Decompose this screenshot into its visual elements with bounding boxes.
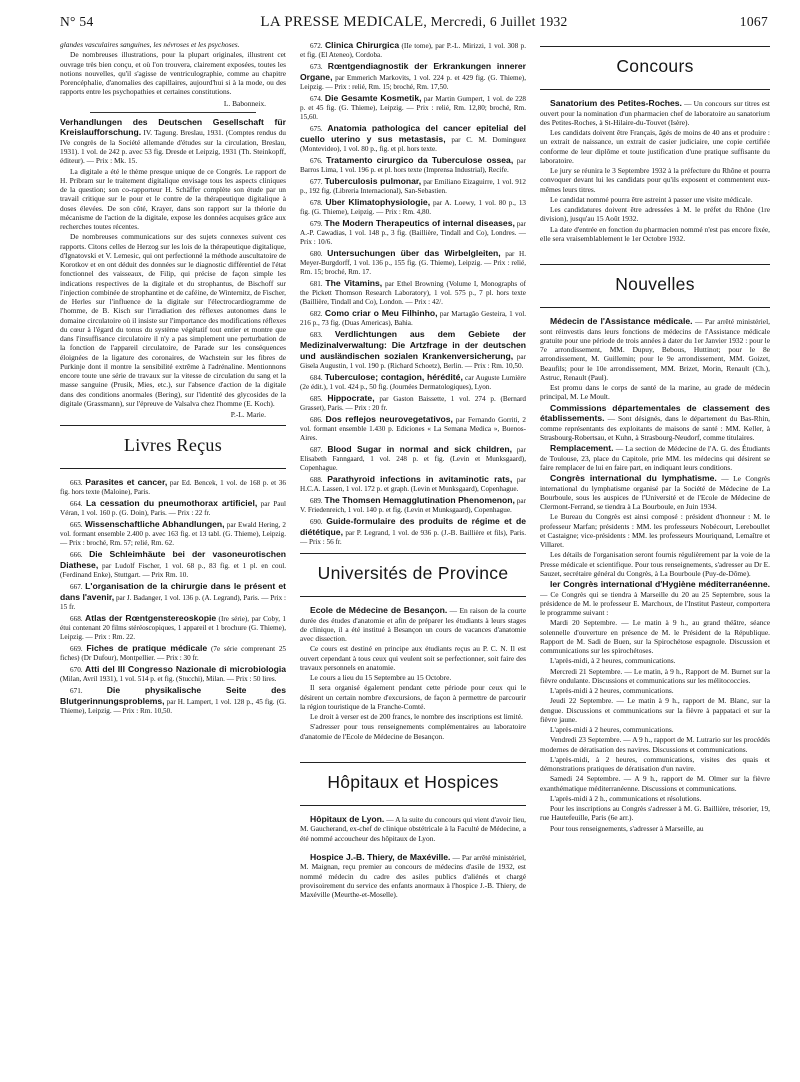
section-header-concours xyxy=(540,46,770,90)
book-number: 688. xyxy=(310,476,323,484)
book-number: 690. xyxy=(310,518,323,526)
book-title: Tuberculosis pulmonar, xyxy=(324,176,422,186)
program-day: L'après-midi à 2 heures, communications. xyxy=(550,686,674,695)
news-text: — A la suite du concours qui vient d'avoir lieu, M. Gaucherand, ex-chef de clinique obstétricale à la Faculté de Médecine, a été nommé accoucheur des hôpitaux de Lyon. xyxy=(300,814,526,843)
issue-date: Mercredi, 6 Juillet 1932 xyxy=(430,14,568,29)
book-details: par Ed. Bencek, 1 vol. de 168 p. et 36 fig. hors texte (Maloine), Paris. xyxy=(60,479,286,497)
news-item xyxy=(540,443,770,472)
book-details: par Martin Gumpert, 1 vol. de 228 p. et 45 fig. (G. Thieme), Leipzig. — Prix : relié, Rm. 12,80; broché, Rm. 15,60. xyxy=(300,95,526,121)
news-paragraph: Les détails de l'organisation seront fournis régulièrement par la voie de la Presse médicale et scientifique. Pour tous renseignements, s'adresser au Dr E. Sauzet, secrétaire général du Congrès, à La Bourboule (Puy-de-Dôme). xyxy=(540,550,770,578)
section-header-hopitaux xyxy=(300,762,526,806)
book-entry xyxy=(60,643,286,663)
news-item xyxy=(540,316,770,382)
book-title: Tuberculose; contagion, hérédité, xyxy=(324,372,463,382)
news-paragraph: S'adresser pour tous renseignements complémentaires au laboratoire d'anatomie de l'Ecole de Médecine de Besançon. xyxy=(300,722,526,741)
book-title: Atlas der Rœntgenstereoskopie xyxy=(85,613,217,624)
book-number: 684. xyxy=(310,374,323,382)
book-details: par Fernando Gorriti, 2 vol. formant ensemble 1.430 p. Ediciones « La Semana Medica », Buenos-Aires. xyxy=(300,416,526,442)
section-title: Nouvelles xyxy=(615,274,695,294)
book-number: 680. xyxy=(310,250,323,258)
book-entry xyxy=(60,613,286,642)
review-signature: L. Babonneix. xyxy=(223,98,266,108)
book-number: 675. xyxy=(310,125,323,133)
book-title: Rœntgendiagnostik der Erkrankungen innerer Organe, xyxy=(300,61,526,82)
book-title: Parasites et cancer, xyxy=(85,477,168,488)
review-title: Verhandlungen des Deutschen Gesellschaft für Kreislaufforschung. xyxy=(60,116,286,138)
book-list xyxy=(60,477,286,716)
book-title: Verdlichtungen aus dem Gebiete der Medizinalverwaltung: Die Artzfrage in der deutschen und ausländischen sozialen Krankenversicherung, xyxy=(300,329,526,361)
page-header xyxy=(60,14,768,36)
book-title: Fiches de pratique médicale xyxy=(86,643,208,654)
news-text: — Par arrêté ministériel, M. Maignan, reçu premier au concours de médecins d'asile de 1932, est nommé médecin du cadre des asiles publics d'aliénés et chargé provisoirement du service des enfants anormaux à l'hospice J.-B. Thiery, de Maxéville (Meurthe-et-Moselle). xyxy=(300,852,526,899)
book-entry xyxy=(300,372,526,392)
news-paragraph: Le candidat nommé pourra être astreint à passer une visite médicale. xyxy=(550,194,753,204)
book-title: Die Schleimhäute bei der vasoneurotischen Diathese, xyxy=(60,549,286,571)
book-number: 674. xyxy=(310,95,323,103)
section-title: Livres Reçus xyxy=(123,435,223,456)
review-paragraph: De nombreuses illustrations, pour la plupart originales, illustrent cet ouvrage très bien conçu, et où l'on trouvera, clairement exposées, toutes les notions nouvelles, qu'il s'agisse de ventriculographie, comme au chapitre Porencéphalie, d'anomalies des capillaires, aujourd'hui si à la mode, ou des rapports entre les psychopathies et certaines constitutions. xyxy=(60,50,286,97)
book-title: The Vitamins, xyxy=(325,278,383,288)
book-entry xyxy=(300,414,526,443)
review-paragraph: De nombreuses communications sur des sujets connexes suivent ces rapports. Citons celles de Herzog sur les lois de la thérapeutique digitalique, d'Ignatovski et V. Lemesic, qui ont perfectionné la méthode auscultatoire de Korotkov et en ont déduit des données sur le diagnostic différentiel de l'état fonctionnel des vaisseaux, de Filip, qui précise de façon simple les indications respectives de la digitale et du strophantus, de Bischoff sur l'injection combinée de strophantine et de caféine, de Winternitz, de Fischer, de Herles sur l'influence de la digitale sur l'électrocardiogramme de l'homme, de B. Kisch sur l'irradiation des réflexes autonomes dans le domaine circulatoire où il insiste sur l'importance des modifications réflexes du cœur à l'égard du tonus du système végétatif tout entier et montre que dans l'insuffisance circulatoire il n'y a pas simplement une perturbation de la fonction de l'appareil circulatoire, de Parade sur les conséquences éloignées de la ligature des coronaires, de Wachstein sur les fibres de Purkinje dont il montre la sensibilité extrême à l'adrénaline. Mentionnons encore toute une série de travaux sur la vitesse de circulation du sang et la masse sanguine (Prusik, Mies, etc.), sur l'absence d'action de la digitale dans des conditions anormales (Bering), sur l'identité des glycosides de la digitale (Grassmann), sur l'épreuve de Valsalva chez l'homme (E. Koch). xyxy=(60,232,286,408)
book-entry xyxy=(300,474,526,494)
news-text: — La section de Médecine de l'A. G. des Étudiants de Toulouse, 23, place du Capitole, prie MM. les médecins qui désirent se faire remplacer de lui en faire part, en indiquant leurs conditions. xyxy=(540,444,770,472)
book-title: The Thomsen Hemagglutination Phenomenon, xyxy=(324,495,515,505)
news-paragraph: Pour les inscriptions au Congrès s'adresser à M. G. Baillière, trésorier, 19, rue Hautefeuille, Paris (6e arr.). xyxy=(540,804,770,823)
book-number: 683. xyxy=(310,331,323,339)
book-number: 676. xyxy=(310,157,323,165)
book-number: 685. xyxy=(310,395,323,403)
news-title: Hospice J.-B. Thiery, de Maxéville. xyxy=(310,851,451,862)
news-item xyxy=(300,852,526,900)
book-entry xyxy=(60,685,286,716)
book-details: par Ethel Browning (Volume I, Monographs of the Pickett Thomson Research Laboratory), 1 vol. 575 p., 7 pl. hors texte (Baillière, Tindall and Co), London. — Prix : 42/. xyxy=(300,280,526,306)
book-entry xyxy=(300,61,526,92)
section-header-universites xyxy=(300,553,526,597)
news-title: Hôpitaux de Lyon. xyxy=(310,813,385,824)
book-details: (Ire série), par Coby, 1 étui contenant 20 films stéréoscopiques, 1 appareil et 1 brochure (G. Thieme), Leipzig. — Prix : Rm. 22. xyxy=(60,615,286,642)
review-reference: IV. Tagung. Breslau, 1931. (Comptes rendus du IVe congrès de la Société allemande d'études sur la circulation, Breslau, 1931). 1 vol. de 242 p. avec 53 fig. Dresde et Leipzig, 1931 (Th. Steinkopff, éditeur). — Prix : Mk. 15. xyxy=(60,128,286,166)
book-title: Clinica Chirurgica xyxy=(324,40,400,50)
book-entry xyxy=(300,516,526,547)
news-paragraph: Le cours a lieu du 15 Septembre au 15 Octobre. xyxy=(310,673,452,682)
book-title: Blood Sugar in normal and sick children, xyxy=(327,444,513,454)
book-number: 677. xyxy=(310,178,323,186)
news-text: — Par arrêté ministériel, sont réinvestis dans leurs fonctions de médecins de l'Assistance médicale gratuite pour une période de trois années à dater du 1er Janvier 1932 : pour le 7e arrondissement, MM. Dupuy, Bebous, Huttinot; pour le 8e arrondissement, M. Guillemin; pour le 9e arrondissement, MM. Goizet, Beaufils; pour le 10e arrondissement, MM. Brizet, Morin, Renault (Ch.), Astruc, Renault (Paul). xyxy=(540,317,770,382)
section-header-nouvelles xyxy=(540,264,770,308)
book-entry xyxy=(300,329,526,371)
book-details: par P. Legrand, 1 vol. de 936 p. (J.-B. Baillière et fils), Paris. — Prix : 56 fr. xyxy=(300,529,526,546)
book-number: 679. xyxy=(310,220,323,228)
news-text: — En raison de la courte durée des études d'anatomie et afin de préparer les étudiants à leurs stages de clinique, il a été institué à Besançon un cours de vacances d'anatomie avec dissection. xyxy=(300,606,526,643)
book-number: 666. xyxy=(70,551,83,560)
book-title: Guide-formulaire des produits de régime et de diététique, xyxy=(300,516,526,537)
book-details: par Martagão Gesteira, 1 vol. 216 p., 73 fig. (Duas Americas), Bahia. xyxy=(300,310,526,327)
news-paragraph: Les candidats doivent être Français, âgés de moins de 40 ans et produire : un extrait de naissance, un extrait de casier judiciaire, une copie certifiée conforme de leur diplôme et toute justification d'une pratique suffisante du laboratoire. xyxy=(540,128,770,165)
running-title: LA PRESSE MEDICALE, Mercredi, 6 Juillet 1932 xyxy=(260,14,568,30)
book-title: Parathyroid infections in avitaminotic rats, xyxy=(327,474,513,484)
review-continuation: glandes vasculaires sanguines, les névroses et les psychoses. xyxy=(60,40,240,49)
news-item xyxy=(540,473,770,511)
news-item xyxy=(540,579,770,617)
book-entry xyxy=(300,40,526,60)
book-number: 681. xyxy=(310,280,323,288)
book-details: par Ewald Hering, 2 vol. formant ensemble 2.400 p. avec 163 fig. et 13 tabl. (G. Thieme), Leipzig. — Prix : broché, Rm. 57; relié, Rm. 62. xyxy=(60,521,286,548)
book-entry xyxy=(300,308,526,328)
program-day: Mercredi 21 Septembre. — Le matin, à 9 h., Rapport de M. Burnet sur la fièvre ondulante. Discussions et communications sur les mélitococcies. xyxy=(540,666,770,685)
news-paragraph: Il sera organisé également pendant cette période pour ceux qui le désirent un certain nombre d'excursions, de façon à permettre de parcourir la région touristique de la Franche-Comté. xyxy=(300,683,526,711)
book-entry xyxy=(300,278,526,307)
section-title: Hôpitaux et Hospices xyxy=(327,771,499,792)
book-entry xyxy=(300,495,526,515)
book-number: 665. xyxy=(70,521,83,530)
book-number: 667. xyxy=(70,583,83,592)
divider xyxy=(90,112,256,113)
column-left xyxy=(60,40,286,1070)
news-title: Médecin de l'Assistance médicale. xyxy=(550,316,693,326)
program-day: Vendredi 23 Septembre. — A 9 h., rapport de M. Lutrario sur les procédés modernes de dératisation des navires. Discussions et communications. xyxy=(540,735,770,754)
book-number: 687. xyxy=(310,446,323,454)
book-details: par J. Badanger, 1 vol. 136 p. (A. Legrand), Paris. — Prix : 15 fr. xyxy=(60,594,286,612)
book-details: par Paul Véran, 1 vol. 160 p. (G. Doin), Paris. — Prix : 22 fr. xyxy=(60,500,286,518)
news-item xyxy=(300,605,526,643)
book-title: Tratamento cirurgico da Tuberculose ossea, xyxy=(326,155,514,165)
section-title: Concours xyxy=(616,56,694,76)
news-text: — Le Congrès international du lymphatisme organisé par la Société de Médecine de La Bourboule, sous les auspices de l'Université et de l'Ecole de Médecine de Clermont-Ferrand, se tiendra à La Bourboule, en Juin 1934. xyxy=(540,474,770,511)
book-title: Die Gesamte Kosmetik, xyxy=(324,93,422,103)
book-details: par H.C.A. Lassen, 1 vol. 172 p. et graph. (Levin et Munksgaard), Copenhague. xyxy=(300,476,526,493)
news-paragraph: La date d'entrée en fonction du pharmacien nommé n'est pas encore fixée, elle sera vraisemblablement le 1er Octobre 1932. xyxy=(540,224,770,243)
news-text: — Un concours sur titres est ouvert pour la nomination d'un pharmacien chef de laboratoire au sanatorium des Petites-Roches, à St-Hilaire-du-Touvet (Isère). xyxy=(540,99,770,127)
issue-number: N° 54 xyxy=(60,14,94,29)
book-details: par Barros Lima, 1 vol. 196 p. et pl. hors texte (Imprensa Industrial), Recife. xyxy=(300,157,526,174)
book-entry xyxy=(300,93,526,122)
book-title: Atti del III Congresso Nazionale di microbiologia xyxy=(85,664,286,675)
book-entry xyxy=(300,393,526,413)
program-day: L'après-midi à 2 h., communications et résolutions. xyxy=(550,793,702,803)
book-number: 678. xyxy=(310,199,323,207)
page-number: 1067 xyxy=(739,14,768,29)
section-title: Universités de Province xyxy=(317,563,509,583)
news-title: Ier Congrès international d'Hygiène méditerranéenne. xyxy=(550,579,770,589)
book-details: par H. Meyer-Burgdorff, 1 vol. 136 p., 155 fig. (G. Thieme), Leipzig. — Prix : relié, Rm. 15; broché, Rm. 17. xyxy=(300,250,526,276)
section-header-livres xyxy=(60,425,286,469)
book-title: Como criar o Meu Filhinho, xyxy=(324,308,438,318)
news-paragraph: Le droit à verser est de 200 francs, le nombre des inscriptions est limité. xyxy=(310,712,523,721)
book-details: par V. Friedenreich, 1 vol. 140 p. et fig. (Levin et Munksgaard), Copenhague. xyxy=(300,497,526,514)
review-heading xyxy=(60,117,286,166)
book-number: 673. xyxy=(310,63,323,71)
book-number: 672. xyxy=(310,42,323,50)
book-entry xyxy=(300,444,526,473)
book-title: L'organisation de la chirurgie dans le présent et dans l'avenir, xyxy=(60,581,286,603)
program-day: L'après-midi, à 2 heures, communications, visites des quais et démonstrations pratiques de dératisation d'un navire. xyxy=(540,754,770,773)
book-details: par Gisela Augustin, 1 vol. 190 p. (Richard Schoetz), Berlin. — Prix : Rm. 10,50. xyxy=(300,353,526,370)
program-day: L'après-midi, à 2 heures, communications. xyxy=(550,656,676,666)
book-number: 686. xyxy=(310,416,323,424)
news-paragraph: Le Bureau du Congrès est ainsi composé : président d'honneur : M. le professeur Marfan; présidents : MM. les professeurs Nobécourt, Lereboullet et Castaigne; vice-présidents : MM. les professeurs Mouriquand, Lemaître et Villaret. xyxy=(540,512,770,549)
news-title: Ecole de Médecine de Besançon. xyxy=(310,605,448,615)
book-number: 664. xyxy=(70,500,83,509)
book-details: par A. Loewy, 1 vol. 80 p., 13 fig. (G. Thieme), Leipzig. — Prix : Rm. 4,80. xyxy=(300,199,526,216)
book-entry xyxy=(300,176,526,196)
news-text: — Ce Congrès qui se tiendra à Marseille du 20 au 25 Septembre, sous la présidence de M. le professeur E. Marchoux, de l'Institut Pasteur, comportera le programme suivant : xyxy=(540,589,770,617)
book-entry xyxy=(60,664,286,684)
book-entry xyxy=(300,155,526,175)
book-details: par Gaston Baissette, 1 vol. 274 p. (Bernard Grasset), Paris. — Prix : 20 fr. xyxy=(300,395,526,412)
book-number: 671. xyxy=(70,687,83,696)
book-entry xyxy=(60,581,286,612)
book-details: par C. M. Dominguez (Montevideo), 1 vol. 80 p., fig. et pl. hors texte. xyxy=(300,136,526,153)
news-item xyxy=(540,98,770,127)
book-entry xyxy=(60,477,286,497)
book-details: par Emiliano Eizaguirre, 1 vol. 912 p., 192 fig. (Libreria Internacional), San-Sebastien. xyxy=(300,178,526,195)
book-entry xyxy=(300,218,526,247)
book-details: par Ludolf Fischer, 1 vol. 68 p., 83 fig. et 1 pl. en coul. (Ferdinand Enke), Stuttgart. — Prix Rm. 10. xyxy=(60,562,286,580)
book-number: 669. xyxy=(70,645,83,654)
news-title: Sanatorium des Petites-Roches. xyxy=(550,98,682,108)
book-title: Dos reflejos neurovegetativos, xyxy=(325,414,453,424)
book-title: Hippocrate, xyxy=(327,393,375,403)
news-title: Congrès international du lymphatisme. xyxy=(550,473,717,483)
news-paragraph: Le jury se réunira le 3 Septembre 1932 à la préfecture du Rhône et pourra convoquer devant lui les candidats pour qu'ils exposent et commentent eux-mêmes leurs titres. xyxy=(540,166,770,194)
book-title: La cessation du pneumothorax artificiel, xyxy=(86,498,258,509)
news-text: — Sont désignés, dans le département du Bas-Rhin, comme représentants des exploitants de maisons de santé : MM. Keller, à Strasbourg-Robertsau, et Kuhn, à Strasbourg-Neudorf, comme titulaires. xyxy=(540,414,770,442)
program-day: Samedi 24 Septembre. — A 9 h., rapport de M. Olmer sur la fièvre exanthématique méditerranéenne. Discussions et communications. xyxy=(540,774,770,793)
review-signature: P.-L. Marie. xyxy=(230,410,266,419)
book-list xyxy=(300,40,526,547)
news-title: Remplacement. xyxy=(550,443,614,453)
book-entry xyxy=(300,197,526,217)
program-day: Jeudi 22 Septembre. — Le matin à 9 h., rapport de M. Blanc, sur la dengue. Discussions et communications sur la fièvre à pappataci et sur la fièvre jaune. xyxy=(540,696,770,724)
book-title: Wissenschaftliche Abhandlungen, xyxy=(84,519,225,530)
book-entry xyxy=(300,123,526,154)
news-paragraph: Pour tous renseignements, s'adresser à Marseille, au xyxy=(550,823,704,833)
book-details: par A.-P. Cawadias, 1 vol. 148 p., 3 fig. (Baillière, Tindall and Co), Londres. — Prix : 10/6. xyxy=(300,220,526,246)
review-paragraph: La digitale a été le thème presque unique de ce Congrès. Le rapport de H. Pribram sur le traitement digitalique envisage tous les aspects cliniques de la question; son co-rapporteur H. Schäffer complète son étude par un travail critique sur le pour et le contre de la thérapeutique digitalique à doses élevées. De son côté, Krayer, dans son rapport sur la théorie du mécanisme de l'action de la digitale, expose les données acquises grâce aux recherches toutes récentes. xyxy=(60,166,286,231)
book-number: 663. xyxy=(70,479,83,488)
book-entry xyxy=(60,549,286,580)
book-title: Uber Klimatophysiologie, xyxy=(325,197,431,207)
book-title: Untersuchungen über das Wirbelgleiten, xyxy=(327,248,501,258)
book-number: 689. xyxy=(310,497,323,505)
book-details: (Milan, Avril 1931), 1 vol. 514 p. et fig. (Stucchi), Milan. — Prix : 50 lires. xyxy=(60,675,277,684)
book-title: Anatomia pathologica del cancer epitelial del cuello uterino y sus metastasis, xyxy=(300,123,526,144)
book-number: 668. xyxy=(70,615,83,624)
program-day: Mardi 20 Septembre. — Le matin à 9 h., au grand théâtre, séance solennelle d'ouverture en présence de M. le Président de la République. Rapport de M. Sadi de Buen, sur la Spirochétose espagnole. Discussion et communications sur les spirochétoses. xyxy=(540,618,770,655)
book-entry xyxy=(60,498,286,518)
news-paragraph: Ce cours est destiné en principe aux étudiants reçus au P. C. N. Il est ouvert cependant à tous ceux qui veulent soit se perfectionner, soit faire des travaux personnels en anatomie. xyxy=(300,644,526,672)
news-paragraph: Les candidatures doivent être adressées à M. le préfet du Rhône (1re division), jusqu'au 15 Août 1932. xyxy=(540,205,770,224)
news-paragraph: Est promu dans le corps de santé de la marine, au grade de médecin principal, M. Le Moult. xyxy=(540,383,770,402)
book-details: (7e série comprenant 25 fiches) (Dr Dufour), Montpellier. — Prix : 30 fr. xyxy=(60,645,286,663)
book-entry xyxy=(60,519,286,548)
news-item xyxy=(300,814,526,843)
book-entry xyxy=(300,248,526,277)
book-title: The Modern Therapeutics of internal diseases, xyxy=(324,218,515,228)
book-details: par H. Lampert, 1 vol. 128 p., 45 fig. (G. Thieme), Leipzig. — Prix : Rm. 10,50. xyxy=(60,698,286,716)
book-number: 670. xyxy=(70,666,83,675)
book-title: Die physikalische Seite des Blutgerinnungsproblems, xyxy=(60,685,286,707)
book-details: (IIe tome), par P.-L. Mirizzi, 1 vol. 308 p. et fig. (El Ateneo), Cordoba. xyxy=(300,42,526,59)
book-details: par Emmerich Markovits, 1 vol. 224 p. et 429 fig. (G. Thieme), Leipzig. — Prix : relié, Rm. 15; broché, Rm. 17,50. xyxy=(300,74,526,91)
program-day: L'après-midi à 2 heures, communications. xyxy=(550,725,674,734)
column-right xyxy=(540,40,770,1070)
news-title: Commissions départementales de classement des établissements. xyxy=(540,402,770,423)
news-item xyxy=(540,403,770,443)
column-middle xyxy=(300,40,526,1070)
book-details: par Elisabeth Fanngaard, 1 vol. 248 p. et fig. (Levin et Munksgaard), Copenhague. xyxy=(300,446,526,472)
journal-name: LA PRESSE MEDICALE xyxy=(260,14,424,30)
book-number: 682. xyxy=(310,310,323,318)
book-details: car Auguste Lumière (2e édit.), 1 vol. 424 p., 50 fig. (Journées Dermatologiques), Lyon. xyxy=(300,374,526,391)
